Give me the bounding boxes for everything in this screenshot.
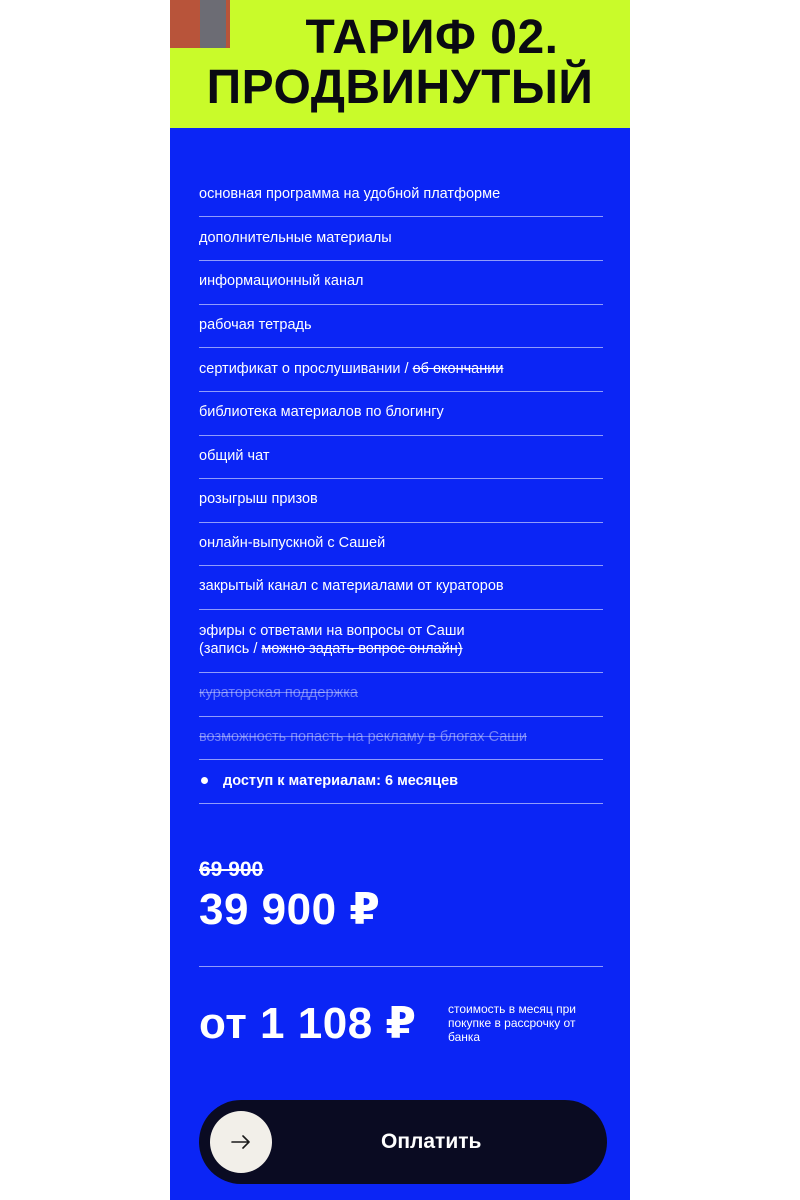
feature-item: онлайн-выпускной с Сашей (199, 531, 603, 566)
feature-item: сертификат о прослушивании / об окончании (199, 357, 603, 392)
feature-item: общий чат (199, 444, 603, 479)
struck-text: можно задать вопрос онлайн) (261, 641, 463, 657)
tariff-title-line2: ПРОДВИНУТЫЙ (206, 61, 594, 114)
tariff-card (170, 0, 630, 1200)
monthly-price-note: стоимость в месяц при покупке в рассрочку от банка (448, 1002, 576, 1044)
feature-item-unavailable: кураторская поддержка (199, 682, 603, 717)
pay-button[interactable] (199, 1100, 607, 1184)
feature-item: розыгрыш призов (199, 488, 603, 523)
current-price: 39 900 ₽ (199, 885, 381, 934)
feature-item: информационный канал (199, 270, 603, 305)
monthly-price: от 1 108 ₽ (199, 999, 417, 1048)
feature-item: дополнительные материалы (199, 226, 603, 261)
struck-text: об окончании (412, 361, 504, 377)
old-price: 69 900 (199, 858, 264, 881)
bullet-dot-icon (201, 777, 208, 784)
feature-item: основная программа на удобной платформе (199, 182, 603, 217)
pay-button-label[interactable]: Оплатить (381, 1130, 482, 1153)
tariff-title-line1: ТАРИФ 02. (305, 11, 559, 64)
feature-item-highlight: доступ к материалам: 6 месяцев (199, 769, 603, 804)
feature-item: библиотека материалов по блогингу (199, 400, 603, 436)
arrow-right-icon[interactable] (210, 1111, 272, 1173)
feature-item: рабочая тетрадь (199, 313, 603, 348)
feature-item: эфиры с ответами на вопросы от Саши (запись / можно задать вопрос онлайн) (199, 620, 603, 673)
feature-item-unavailable: возможность попасть на рекламу в блогах Саши (199, 726, 603, 760)
tariff-header (170, 0, 630, 128)
divider (199, 966, 603, 967)
feature-item: закрытый канал с материалами от кураторов (199, 575, 603, 610)
